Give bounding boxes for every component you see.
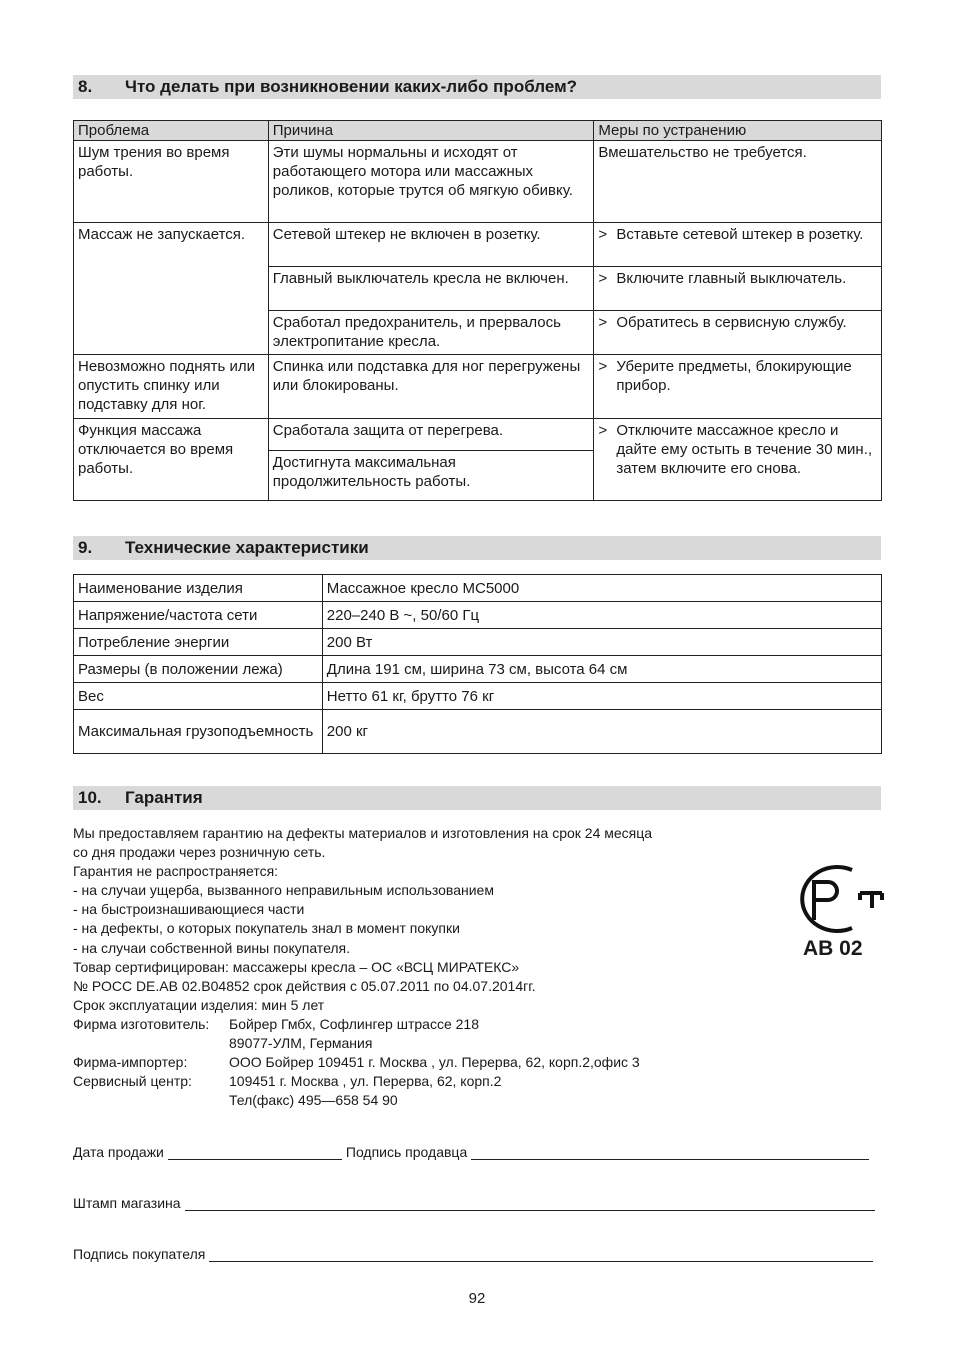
arrow-marker: > bbox=[598, 358, 608, 375]
spec-value: 220–240 В ~, 50/60 Гц bbox=[322, 602, 881, 629]
cause-cell: Сработала защита от перегрева. bbox=[268, 419, 594, 451]
shop-stamp-line[interactable] bbox=[185, 1194, 875, 1211]
section-number: 9. bbox=[78, 538, 93, 557]
table-row bbox=[74, 141, 882, 223]
certification-line: Товар сертифицирован: массажеры кресла – ОС «ВСЦ МИРАТЕКС» bbox=[73, 958, 520, 975]
service-row bbox=[73, 1072, 713, 1110]
seller-signature-line[interactable] bbox=[471, 1143, 869, 1160]
table-row bbox=[74, 602, 882, 629]
arrow-marker: > bbox=[598, 226, 608, 243]
warranty-line: со дня продажи через розничную сеть. bbox=[73, 844, 326, 861]
spec-value: 200 Вт bbox=[322, 629, 881, 656]
cause-cell: Достигнута максимальная продолжительность работы. bbox=[268, 451, 594, 501]
spec-label: Наименование изделия bbox=[74, 575, 323, 602]
column-header: Проблема bbox=[74, 121, 269, 141]
sale-signature-row bbox=[73, 1143, 869, 1160]
troubleshooting-table bbox=[73, 120, 882, 501]
section-title: Гарантия bbox=[125, 788, 203, 807]
service-label: Сервисный центр: bbox=[73, 1073, 192, 1090]
cause-cell: Спинка или подставка для ног перегружены или блокированы. bbox=[268, 355, 594, 419]
warranty-line: - на быстроизнашивающиеся части bbox=[73, 901, 305, 918]
manufacturer-address: 89077-УЛМ, Германия bbox=[229, 1035, 373, 1052]
spec-label: Вес bbox=[74, 683, 323, 710]
spec-label: Размеры (в положении лежа) bbox=[74, 656, 323, 683]
cause-cell: Главный выключатель кресла не включен. bbox=[268, 267, 594, 311]
section-title: Технические характеристики bbox=[125, 538, 369, 557]
fix-text: Отключите массажное кресло и дайте ему остыть в течение 30 мин., затем включите его снова. bbox=[616, 422, 873, 477]
warranty-line: - на дефекты, о которых покупатель знал в момент покупки bbox=[73, 920, 460, 937]
service-phone: Тел(факс) 495—658 54 90 bbox=[229, 1092, 398, 1109]
certification-code: AB 02 bbox=[803, 937, 863, 960]
table-row bbox=[74, 710, 882, 754]
section-10-header bbox=[73, 786, 881, 810]
spec-value: Массажное кресло MC5000 bbox=[322, 575, 881, 602]
table-row bbox=[74, 683, 882, 710]
warranty-line: Гарантия не распространяется: bbox=[73, 863, 279, 880]
table-row bbox=[74, 629, 882, 656]
certificate-number-line: № РОСС DE.АВ 02.В04852 срок действия с 05.07.2011 по 04.07.2014гг. bbox=[73, 977, 536, 994]
fix-cell bbox=[594, 223, 882, 267]
warranty-line: Мы предоставляем гарантию на дефекты материалов и изготовления на срок 24 месяца bbox=[73, 825, 653, 841]
column-header: Меры по устранению bbox=[594, 121, 882, 141]
problem-cell: Функция массажа отключается во время работы. bbox=[74, 419, 269, 501]
table-row bbox=[74, 355, 882, 419]
warranty-line: - на случаи собственной вины покупателя. bbox=[73, 939, 351, 956]
seller-signature-label: Подпись продавца bbox=[345, 1144, 468, 1160]
section-8-header bbox=[73, 75, 881, 99]
shop-stamp-label: Штамп магазина bbox=[73, 1195, 181, 1211]
fix-text: Вставьте сетевой штекер в розетку. bbox=[616, 226, 864, 243]
problem-cell: Шум трения во время работы. bbox=[74, 141, 269, 223]
fix-cell bbox=[594, 311, 882, 355]
spec-value: Длина 191 см, ширина 73 см, высота 64 см bbox=[322, 656, 881, 683]
section-9-header bbox=[73, 536, 881, 560]
fix-text: Включите главный выключатель. bbox=[616, 270, 847, 287]
arrow-marker: > bbox=[598, 422, 608, 439]
table-header-row bbox=[74, 121, 882, 141]
service-address: 109451 г. Москва , ул. Перерва, 62, корп.2 bbox=[229, 1073, 502, 1090]
warranty-text bbox=[73, 824, 713, 1110]
spec-value: Нетто 61 кг, брутто 76 кг bbox=[322, 683, 881, 710]
sale-date-label: Дата продажи bbox=[73, 1144, 164, 1160]
cause-cell: Сетевой штекер не включен в розетку. bbox=[268, 223, 594, 267]
manufacturer-row bbox=[73, 1015, 713, 1053]
section-number: 8. bbox=[78, 77, 93, 96]
specifications-table bbox=[73, 574, 882, 754]
importer-label: Фирма-импортер: bbox=[73, 1054, 188, 1071]
fix-cell bbox=[594, 419, 882, 501]
spec-label: Потребление энергии bbox=[74, 629, 323, 656]
sale-date-line[interactable] bbox=[168, 1143, 342, 1160]
fix-cell bbox=[594, 355, 882, 419]
cause-cell: Эти шумы нормальны и исходят от работающего мотора или массажных роликов, которые трутся об мягкую обивку. bbox=[268, 141, 594, 223]
service-life-line: Срок эксплуатации изделия: мин 5 лет bbox=[73, 996, 325, 1013]
buyer-signature-label: Подпись покупателя bbox=[73, 1246, 206, 1262]
importer-address: ООО Бойрер 109451 г. Москва , ул. Перерва, 62, корп.2,офис 3 bbox=[229, 1054, 640, 1071]
spec-label: Напряжение/частота сети bbox=[74, 602, 323, 629]
section-title: Что делать при возникновении каких-либо проблем? bbox=[125, 77, 578, 96]
spec-label: Максимальная грузоподъемность bbox=[74, 710, 323, 754]
fix-text: Обратитесь в сервисную службу. bbox=[616, 314, 847, 331]
cause-cell: Сработал предохранитель, и прервалось электропитание кресла. bbox=[268, 311, 594, 355]
importer-row bbox=[73, 1053, 713, 1072]
buyer-signature-row bbox=[73, 1245, 873, 1262]
arrow-marker: > bbox=[598, 270, 608, 287]
manufacturer-label: Фирма изготовитель: bbox=[73, 1015, 210, 1032]
buyer-signature-line[interactable] bbox=[209, 1245, 873, 1262]
section-number: 10. bbox=[78, 788, 102, 807]
table-row bbox=[74, 223, 882, 267]
spec-value: 200 кг bbox=[322, 710, 881, 754]
shop-stamp-row bbox=[73, 1194, 875, 1211]
arrow-marker: > bbox=[598, 314, 608, 331]
problem-cell: Невозможно поднять или опустить спинку или подставку для ног. bbox=[74, 355, 269, 419]
column-header: Причина bbox=[268, 121, 594, 141]
table-row bbox=[74, 419, 882, 451]
table-row bbox=[74, 575, 882, 602]
fix-text: Уберите предметы, блокирующие прибор. bbox=[616, 358, 852, 394]
fix-cell: Вмешательство не требуется. bbox=[594, 141, 882, 223]
page-number: 92 bbox=[468, 1290, 486, 1307]
problem-cell: Массаж не запускается. bbox=[74, 223, 269, 355]
table-row bbox=[74, 656, 882, 683]
fix-cell bbox=[594, 267, 882, 311]
manufacturer-address: Бойрер Гмбх, Софлингер штрассе 218 bbox=[229, 1015, 479, 1032]
warranty-line: - на случаи ущерба, вызванного неправильным использованием bbox=[73, 882, 494, 899]
